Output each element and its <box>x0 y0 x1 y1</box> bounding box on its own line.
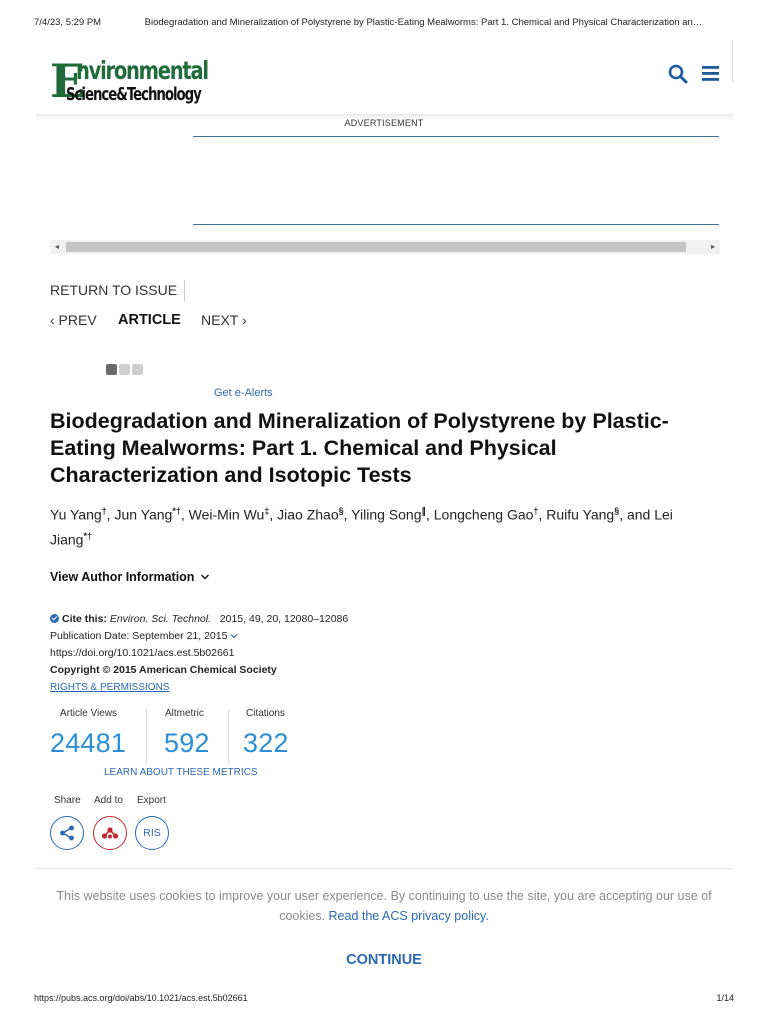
print-footer <box>34 993 734 1003</box>
print-page-number: 1/14 <box>716 993 734 1003</box>
nav-divider <box>184 280 185 302</box>
header-divider <box>732 40 733 82</box>
rights-permissions-link[interactable]: RIGHTS & PERMISSIONS <box>50 682 170 693</box>
mendeley-icon <box>100 826 120 840</box>
carousel-dot[interactable] <box>132 364 143 375</box>
horizontal-scrollbar[interactable] <box>50 240 720 254</box>
author-name[interactable]: Jun Yang <box>114 506 173 523</box>
author-affiliation-mark: § <box>614 506 620 516</box>
carousel-dot[interactable] <box>106 364 117 375</box>
author-affiliation-mark: † <box>533 506 539 516</box>
check-circle-icon <box>50 614 59 623</box>
article-tab[interactable]: ARTICLE <box>118 312 181 328</box>
publication-date: Publication Date: September 21, 2015 <box>50 630 228 642</box>
metric-value: 322 <box>243 728 289 758</box>
menu-icon[interactable] <box>702 66 719 81</box>
cookie-banner-divider <box>36 868 733 869</box>
print-header <box>34 17 734 28</box>
view-author-info-label: View Author Information <box>50 570 195 584</box>
metric-label: Altmetric <box>165 708 204 719</box>
share-label: Share <box>54 795 81 806</box>
author-affiliation-mark: ‡ <box>264 506 270 516</box>
article-metrics <box>50 708 310 768</box>
metric-divider <box>146 710 147 764</box>
ad-bottom-border <box>193 224 719 225</box>
author-separator: , <box>180 506 189 523</box>
author-affiliation-mark: *† <box>172 506 181 516</box>
author-affiliation-mark: † <box>101 506 107 516</box>
author-name[interactable]: Yu Yang <box>50 506 102 523</box>
author-separator: , <box>538 506 547 523</box>
print-doc-title: Biodegradation and Mineralization of Polystyrene by Plastic-Eating Mealworms: Part 1. Chemical and Physical Characterization an… <box>144 17 703 28</box>
advertisement-label: ADVERTISEMENT <box>344 118 424 128</box>
share-button[interactable] <box>50 816 84 850</box>
journal-logo[interactable] <box>50 54 208 108</box>
carousel-dot[interactable] <box>119 364 130 375</box>
metric-value: 24481 <box>50 728 127 758</box>
view-author-info-button[interactable] <box>50 570 210 584</box>
ad-top-border <box>193 136 719 137</box>
scrollbar-thumb[interactable] <box>66 242 686 252</box>
cite-journal: Environ. Sci. Technol. <box>109 613 212 625</box>
chevron-down-icon <box>230 633 238 639</box>
logo-line2: Science&Technology <box>66 84 201 105</box>
logo-line1: nvironmental <box>76 56 208 85</box>
author-separator: , <box>269 506 278 523</box>
privacy-policy-link[interactable]: Read the ACS privacy policy. <box>328 909 489 923</box>
cookie-continue-button[interactable]: CONTINUE <box>346 952 422 968</box>
author-name[interactable]: Yiling Song <box>351 506 422 523</box>
chevron-down-icon <box>200 573 210 581</box>
add-to-mendeley-button[interactable] <box>93 816 127 850</box>
metric-label: Citations <box>246 708 285 719</box>
cookie-message: This website uses cookies to improve your user experience. By continuing to use the site, you are accepting our use of cookies. <box>56 889 712 923</box>
get-ealerts-link[interactable]: Get e-Alerts <box>214 387 273 399</box>
author-separator: , and <box>619 506 655 523</box>
cookie-banner-text <box>50 886 718 926</box>
return-to-issue-link[interactable]: RETURN TO ISSUE <box>50 282 178 298</box>
search-icon[interactable] <box>668 64 688 84</box>
publication-date-toggle[interactable] <box>50 628 348 645</box>
author-name[interactable]: Wei-Min Wu <box>188 506 265 523</box>
metric-divider <box>228 710 229 764</box>
cite-label: Cite this: <box>62 613 107 625</box>
scroll-left-icon[interactable]: ◂ <box>55 242 60 251</box>
export-label: Export <box>137 795 166 806</box>
copyright: Copyright © 2015 American Chemical Society <box>50 664 277 676</box>
author-separator: , <box>106 506 115 523</box>
author-separator: , <box>343 506 352 523</box>
author-name[interactable]: Lei Jiang <box>50 506 673 548</box>
metric-value: 592 <box>164 728 210 758</box>
author-name[interactable]: Jiao Zhao <box>277 506 339 523</box>
print-datetime: 7/4/23, 5:29 PM <box>34 17 102 28</box>
carousel-dots <box>106 362 145 380</box>
metric-label: Article Views <box>60 708 118 719</box>
author-affiliation-mark: ∥ <box>421 506 426 516</box>
author-separator: , <box>425 506 434 523</box>
scroll-right-icon[interactable]: ▸ <box>710 242 715 251</box>
share-icon <box>58 824 76 842</box>
add-to-label: Add to <box>94 795 123 806</box>
author-name[interactable]: Longcheng Gao <box>433 506 534 523</box>
export-ris-button[interactable]: RIS <box>135 816 169 850</box>
print-url: https://pubs.acs.org/doi/abs/10.1021/acs.est.5b02661 <box>34 993 248 1003</box>
logo-initial: E <box>50 54 86 108</box>
prev-article-link[interactable]: ‹ PREV <box>50 312 97 328</box>
author-affiliation-mark: § <box>338 506 344 516</box>
doi-link[interactable]: https://doi.org/10.1021/acs.est.5b02661 <box>50 647 235 659</box>
next-article-link[interactable]: NEXT › <box>201 312 247 328</box>
learn-metrics-link[interactable]: LEARN ABOUT THESE METRICS <box>104 767 258 778</box>
author-name[interactable]: Ruifu Yang <box>546 506 615 523</box>
author-list <box>50 501 715 550</box>
article-title: Biodegradation and Mineralization of Polystyrene by Plastic-Eating Mealworms: Part 1. Chemical and Physical Characterization and Isotopic Tests <box>50 409 669 487</box>
cite-details: 2015, 49, 20, 12080–12086 <box>219 613 349 625</box>
author-affiliation-mark: *† <box>83 530 92 541</box>
citation-block <box>50 611 348 696</box>
